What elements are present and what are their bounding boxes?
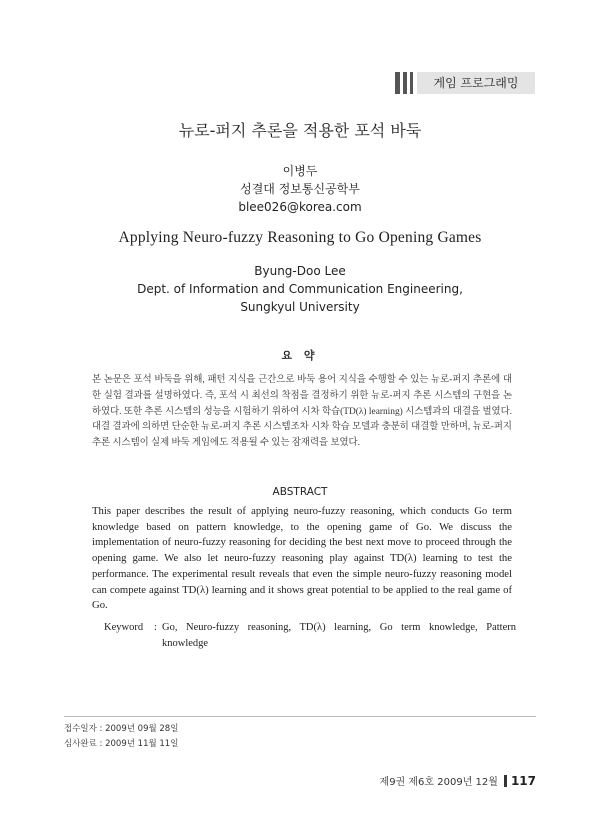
category-header (395, 72, 535, 94)
author-affiliation-english: Dept. of Information and Communication Engineering, (137, 282, 463, 296)
category-bar-decoration (395, 72, 400, 94)
approved-date: 심사완료 : 2009년 11월 11일 (64, 739, 179, 749)
author-block-korean (0, 162, 600, 216)
author-affiliation-korean: 성결대 정보통신공학부 (240, 182, 360, 196)
category-bar-decoration (403, 72, 407, 94)
keyword-section (104, 620, 516, 651)
author-name-korean: 이병두 (282, 164, 318, 178)
footnote-divider (64, 716, 536, 717)
footer-divider (504, 775, 507, 787)
author-email: blee026@korea.com (238, 200, 362, 214)
keyword-colon: : (154, 622, 157, 633)
author-university-english: Sungkyul University (240, 300, 360, 314)
summary-heading-korean: 요 약 (281, 349, 319, 362)
keyword-list: Go, Neuro-fuzzy reasoning, TD(λ) learning, Go term knowledge, Pattern knowledge (162, 622, 516, 649)
author-name-english: Byung-Doo Lee (254, 264, 346, 278)
author-block-english (0, 262, 600, 316)
category-label: 게임 프로그래밍 (417, 72, 535, 94)
page-footer (380, 773, 536, 788)
received-date: 접수일자 : 2009년 09월 28일 (64, 724, 179, 734)
paper-title-korean: 뉴로-퍼지 추론을 적용한 포석 바둑 (178, 121, 422, 140)
paper-title-english: Applying Neuro-fuzzy Reasoning to Go Opening Games (118, 229, 482, 246)
page-number: 117 (510, 773, 536, 788)
journal-issue: 제9권 제6호 2009년 12월 (379, 777, 498, 788)
submission-dates (64, 722, 178, 752)
summary-text-korean: 본 논문은 포석 바둑을 위해, 패턴 지식을 근간으로 바둑 용어 지식을 수행할 수 있는 뉴로-퍼지 추론에 대한 실험 결과를 설명하였다. 즉, 포석 시 최선의 착점을 결정하기 위한 뉴로-퍼지 추론 시스템의 구현을 논하였다. 또한 추론 시스템의 성능을 시험하기 위하여 시차 학습(TD(λ) learning) 시스템과의 대결을 벌였다. 대결 결과에 의하면 단순한 뉴로-퍼지 추론 시스템조차 시차 학습 모델과 충분히 대결할 만하며, 뉴로-퍼지 추론 시스템이 실제 바둑 게임에도 적용될 수 있는 잠재력을 보였다. (92, 375, 512, 449)
abstract-heading: ABSTRACT (272, 486, 328, 498)
abstract-text: This paper describes the result of applying neuro-fuzzy reasoning, which conducts Go term knowledge based on pattern knowledge, to the opening game of Go. We discuss the implementation of neuro-fuzzy reasoning for deciding the best next move to proceed through the opening game. We also let neuro-fuzzy reasoning play against TD(λ) learning to test the performance. The experimental result reveals that even the simple neuro-fuzzy reasoning model can compete against TD(λ) learning and it shows great potential to be applied to the real game of Go. (92, 505, 512, 612)
category-bar-decoration (410, 72, 413, 94)
keyword-label: Keyword (104, 622, 144, 633)
